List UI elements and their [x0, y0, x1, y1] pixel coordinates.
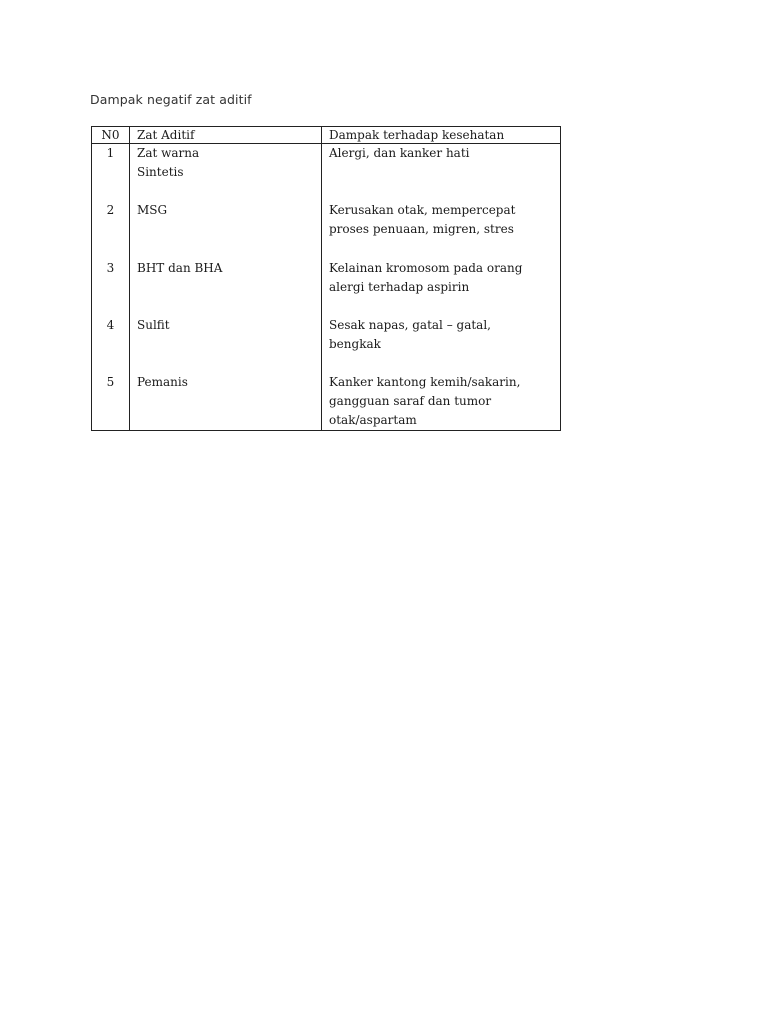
- health-effect-line: Kanker kantong kemih/sakarin,: [329, 375, 521, 389]
- health-effect-line: proses penuaan, migren, stres: [329, 222, 514, 236]
- table-row: [92, 144, 561, 202]
- additive-name: [130, 259, 322, 316]
- additive-name-line: Sulfit: [137, 318, 170, 332]
- table-row: [92, 201, 561, 259]
- row-number: 4: [92, 316, 130, 373]
- additive-name-line: Zat warna: [137, 146, 200, 160]
- additive-name-line: BHT dan BHA: [137, 261, 223, 275]
- additive-name-line: Pemanis: [137, 375, 188, 389]
- row-number: 2: [92, 201, 130, 259]
- health-effect-line: Sesak napas, gatal – gatal,: [329, 318, 491, 332]
- health-effect-line: alergi terhadap aspirin: [329, 280, 470, 294]
- table-header-row: [92, 127, 561, 144]
- additive-name: [130, 316, 322, 373]
- additive-name: [130, 201, 322, 259]
- health-effect: [322, 373, 561, 431]
- table-row: [92, 373, 561, 431]
- health-effect: [322, 259, 561, 316]
- header-additive: Zat Aditif: [130, 127, 322, 144]
- health-effect-line: Alergi, dan kanker hati: [329, 146, 470, 160]
- row-number: 3: [92, 259, 130, 316]
- health-effect-line: gangguan saraf dan tumor: [329, 394, 492, 408]
- health-effect-line: bengkak: [329, 337, 381, 351]
- row-number: 1: [92, 144, 130, 202]
- table-row: [92, 259, 561, 316]
- health-effect-line: Kelainan kromosom pada orang: [329, 261, 523, 275]
- additive-name-line: MSG: [137, 203, 168, 217]
- health-effect: [322, 316, 561, 373]
- header-health-effect: Dampak terhadap kesehatan: [322, 127, 561, 144]
- table-row: [92, 316, 561, 373]
- health-effect-line: otak/aspartam: [329, 413, 417, 427]
- additives-table: [91, 126, 561, 431]
- health-effect: [322, 144, 561, 202]
- health-effect-line: Kerusakan otak, mempercepat: [329, 203, 516, 217]
- page-title: Dampak negatif zat aditif: [90, 92, 252, 107]
- row-number: 5: [92, 373, 130, 431]
- additive-name-line: Sintetis: [137, 165, 184, 179]
- additive-name: [130, 144, 322, 202]
- header-no: N0: [92, 127, 130, 144]
- health-effect: [322, 201, 561, 259]
- additive-name: [130, 373, 322, 431]
